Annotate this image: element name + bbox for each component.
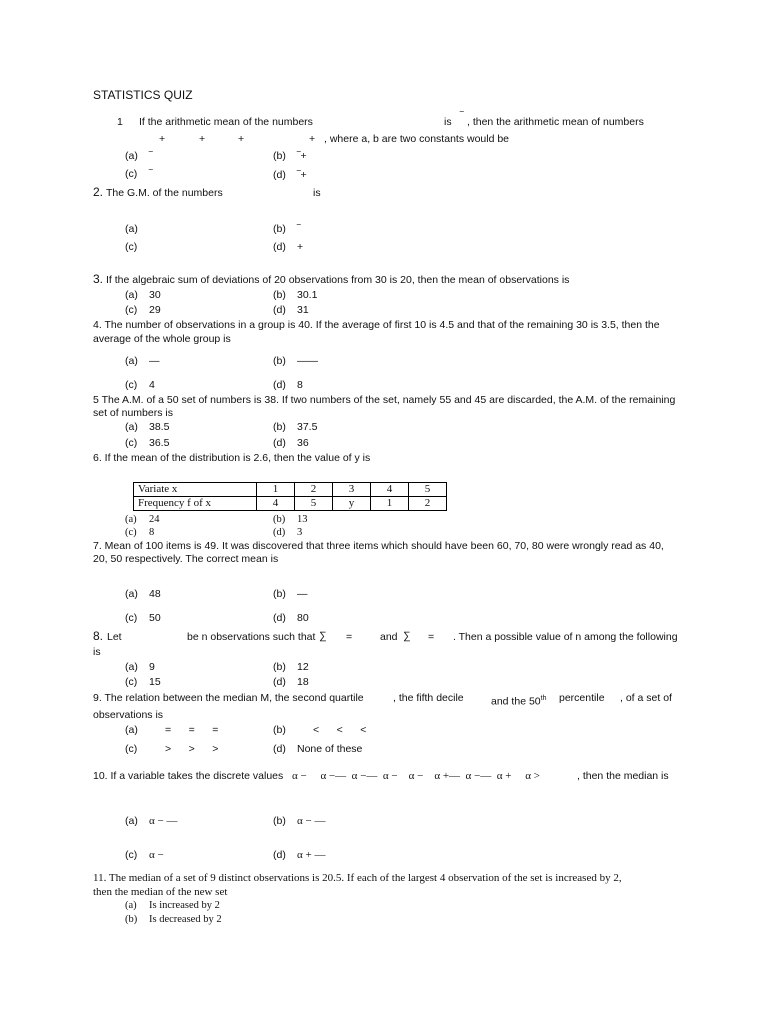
q8-number: 8. bbox=[93, 629, 104, 643]
q7-line-2: 20, 50 respectively. The correct mean is bbox=[93, 553, 279, 565]
q7-option-c[interactable]: (c) 50 bbox=[125, 612, 161, 624]
q9-text-4: percentile bbox=[559, 692, 605, 704]
q6-option-b[interactable]: (b) 13 bbox=[273, 514, 308, 525]
q8-text-and: and bbox=[380, 631, 398, 643]
q10-option-b[interactable]: (b) α − — bbox=[273, 815, 326, 827]
q8-text-observations: be n observations such that bbox=[187, 631, 316, 643]
q1-text-a: If the arithmetic mean of the numbers bbox=[139, 116, 313, 128]
table-row bbox=[134, 497, 447, 511]
q1-plus-1: + bbox=[159, 133, 166, 145]
q9-line-2: observations is bbox=[93, 709, 164, 721]
q7-option-a[interactable]: (a) 48 bbox=[125, 588, 161, 600]
q1-line2-tail: , where a, b are two constants would be bbox=[324, 133, 510, 145]
q3-option-c[interactable]: (c) 29 bbox=[125, 304, 161, 316]
q1-plus-2: + bbox=[199, 133, 206, 145]
q2-option-d[interactable]: (d) + bbox=[273, 241, 304, 253]
q9-text-3: and the 50th bbox=[491, 695, 547, 708]
q10-option-a[interactable]: (a) α − — bbox=[125, 815, 178, 827]
q3-option-b[interactable]: (b) 30.1 bbox=[273, 289, 318, 301]
q3-text: If the algebraic sum of deviations of 20 observations from 30 is 20, then the mean of observations is bbox=[106, 274, 570, 286]
q4-line-2: average of the whole group is bbox=[93, 333, 231, 345]
q2-option-c[interactable]: (c) bbox=[125, 241, 138, 253]
q1-bar-symbol: ‾ bbox=[460, 110, 464, 122]
q5-option-c[interactable]: (c) 36.5 bbox=[125, 437, 170, 449]
q10-option-c[interactable]: (c) α − bbox=[125, 849, 164, 861]
table-cell: 4 bbox=[257, 497, 295, 511]
q7-line-1: 7. Mean of 100 items is 49. It was discovered that three items which should have been 60, 70, 80 were wrongly read as 40, bbox=[93, 540, 664, 552]
q4-line-1: 4. The number of observations in a group is 40. If the average of first 10 is 4.5 and that of the remaining 30 is 3.5, then the bbox=[93, 319, 660, 331]
table-cell: 1 bbox=[371, 497, 409, 511]
page-title: STATISTICS QUIZ bbox=[93, 88, 193, 102]
q9-text-5: , of a set of bbox=[620, 692, 672, 704]
q8-option-b[interactable]: (b) 12 bbox=[273, 661, 309, 673]
q10-option-d[interactable]: (d) α + — bbox=[273, 849, 326, 861]
q3-option-d[interactable]: (d) 31 bbox=[273, 304, 309, 316]
q6-option-c[interactable]: (c) 8 bbox=[125, 527, 155, 538]
q9-option-b[interactable]: (b) < < < bbox=[273, 724, 367, 736]
q4-option-d[interactable]: (d) 8 bbox=[273, 379, 303, 391]
q5-line-1: 5 The A.M. of a 50 set of numbers is 38. If two numbers of the set, namely 55 and 45 are discarded, the A.M. of the remaining bbox=[93, 394, 676, 406]
q3-number: 3. bbox=[93, 272, 104, 286]
q1-plus-4: + bbox=[309, 133, 316, 145]
q3-option-a[interactable]: (a) 30 bbox=[125, 289, 161, 301]
q9-text-1: 9. The relation between the median M, the second quartile bbox=[93, 692, 364, 704]
q9-option-c[interactable]: (c) > > > bbox=[125, 743, 219, 755]
q8-line-2: is bbox=[93, 646, 101, 658]
q11-option-b[interactable]: (b) Is decreased by 2 bbox=[125, 914, 222, 925]
q6-option-a[interactable]: (a) 24 bbox=[125, 514, 160, 525]
table-row-label: Variate x bbox=[134, 483, 257, 497]
q8-sum-symbol-2: ∑ bbox=[403, 630, 411, 642]
q1-text-c: , then the arithmetic mean of numbers bbox=[467, 116, 644, 128]
q8-equals-2: = bbox=[428, 631, 435, 643]
table-cell: 5 bbox=[295, 497, 333, 511]
q9-text-2: , the fifth decile bbox=[393, 692, 464, 704]
q11-option-a[interactable]: (a) Is increased by 2 bbox=[125, 900, 220, 911]
q8-option-c[interactable]: (c) 15 bbox=[125, 676, 161, 688]
q8-text-let: Let bbox=[107, 631, 122, 643]
q6-option-d[interactable]: (d) 3 bbox=[273, 527, 303, 538]
q1-option-b[interactable]: (b) ‾+ bbox=[273, 150, 307, 162]
q11-line-2: then the median of the new set bbox=[93, 886, 228, 898]
q5-option-d[interactable]: (d) 36 bbox=[273, 437, 309, 449]
q1-option-d[interactable]: (d) ‾+ bbox=[273, 169, 307, 181]
q4-option-b[interactable]: (b) —— bbox=[273, 355, 318, 367]
table-cell: 1 bbox=[257, 483, 295, 497]
table-cell: 2 bbox=[295, 483, 333, 497]
q4-option-c[interactable]: (c) 4 bbox=[125, 379, 155, 391]
q8-option-d[interactable]: (d) 18 bbox=[273, 676, 309, 688]
distribution-table bbox=[133, 482, 447, 511]
q5-line-2: set of numbers is bbox=[93, 407, 173, 419]
table-cell: 3 bbox=[333, 483, 371, 497]
q11-line-1: 11. The median of a set of 9 distinct observations is 20.5. If each of the largest 4 observation of the set is increased by 2, bbox=[93, 872, 622, 884]
q1-option-a[interactable]: (a) ‾ bbox=[125, 150, 153, 162]
table-cell: 4 bbox=[371, 483, 409, 497]
q8-equals-1: = bbox=[346, 631, 353, 643]
q2-number: 2. bbox=[93, 185, 104, 199]
q9-option-d[interactable]: (d) None of these bbox=[273, 743, 363, 755]
q7-option-d[interactable]: (d) 80 bbox=[273, 612, 309, 624]
q7-option-b[interactable]: (b) — bbox=[273, 588, 308, 600]
q2-option-b[interactable]: (b) ‾ bbox=[273, 223, 301, 235]
q2-option-a[interactable]: (a) bbox=[125, 223, 138, 235]
q2-text: The G.M. of the numbers bbox=[106, 187, 223, 199]
q2-tail: is bbox=[313, 187, 321, 199]
q9-option-a[interactable]: (a) = = = bbox=[125, 724, 219, 736]
q1-number: 1 bbox=[117, 116, 123, 128]
q1-option-c[interactable]: (c) ‾ bbox=[125, 168, 153, 180]
table-cell: 5 bbox=[409, 483, 447, 497]
q1-plus-3: + bbox=[238, 133, 245, 145]
q5-option-b[interactable]: (b) 37.5 bbox=[273, 421, 318, 433]
q10-values: α − α −— α −— α − α − α +— α −— α + α > bbox=[292, 770, 540, 782]
table-row-label: Frequency f of x bbox=[134, 497, 257, 511]
table-row bbox=[134, 483, 447, 497]
q8-sum-symbol-1: ∑ bbox=[319, 630, 327, 642]
q8-text-tail: . Then a possible value of n among the following bbox=[453, 631, 678, 643]
q6-text: 6. If the mean of the distribution is 2.6, then the value of y is bbox=[93, 452, 371, 464]
q4-option-a[interactable]: (a) — bbox=[125, 355, 160, 367]
q10-text: 10. If a variable takes the discrete values bbox=[93, 770, 284, 782]
q10-tail: , then the median is bbox=[577, 770, 669, 782]
table-cell: y bbox=[333, 497, 371, 511]
q5-option-a[interactable]: (a) 38.5 bbox=[125, 421, 170, 433]
q8-option-a[interactable]: (a) 9 bbox=[125, 661, 155, 673]
table-cell: 2 bbox=[409, 497, 447, 511]
q1-text-b: is bbox=[444, 116, 452, 128]
